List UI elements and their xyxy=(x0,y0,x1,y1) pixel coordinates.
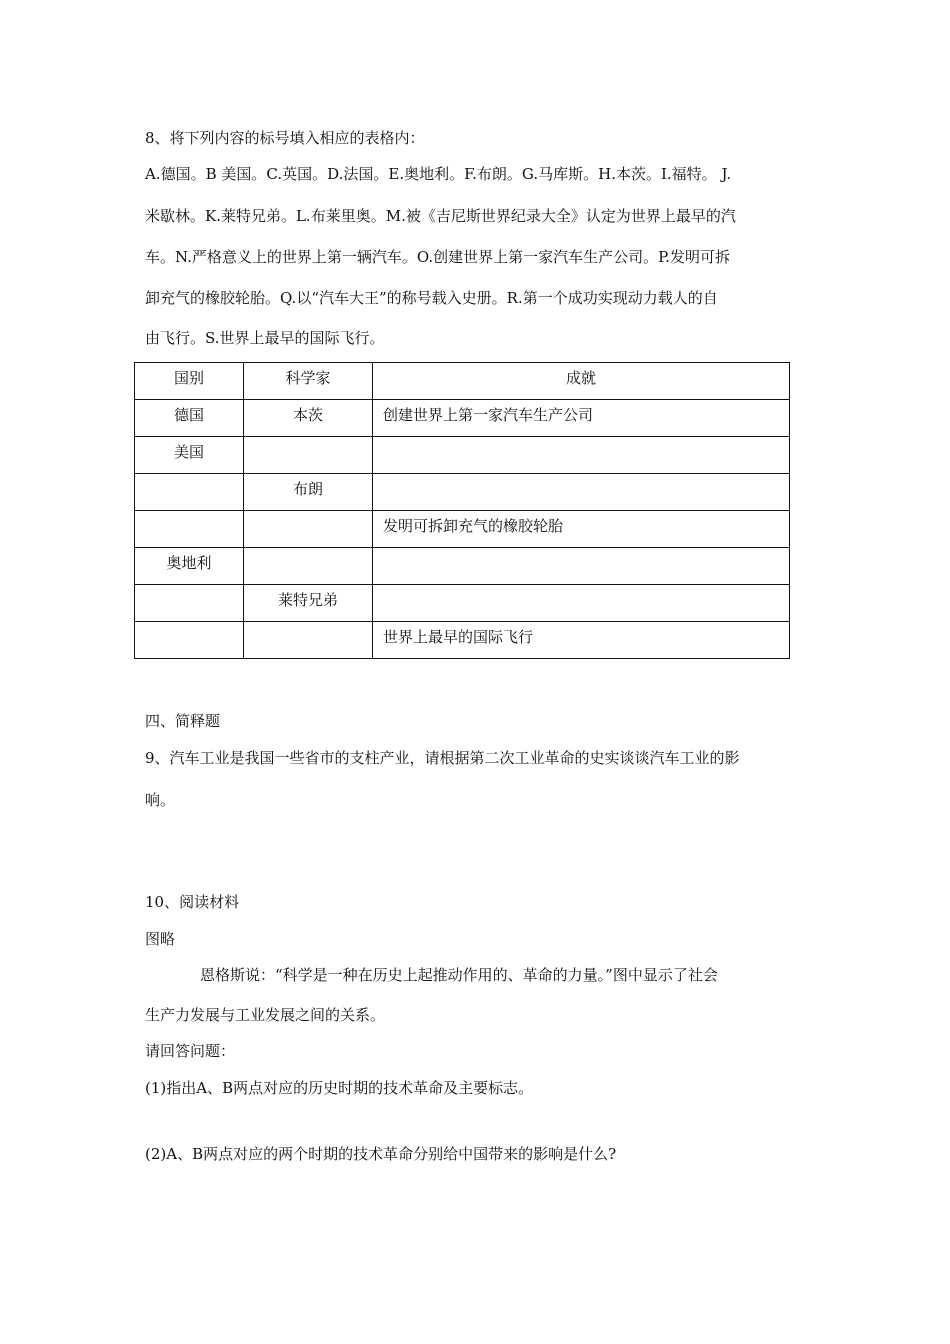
header-achievement: 成就 xyxy=(373,363,790,400)
table-row xyxy=(135,474,790,511)
table-row xyxy=(135,548,790,585)
cell-achievement[interactable] xyxy=(373,474,790,511)
cell-country[interactable]: 奥地利 xyxy=(135,548,244,585)
question-8-options-line-5: 由飞行。S.世界上最早的国际飞行。 xyxy=(145,329,385,347)
table-row xyxy=(135,400,790,437)
question-8-options-line-1: A.德国。B 美国。C.英国。D.法国。E.奥地利。F.布朗。G.马库斯。H.本茨。I.福特。 J. xyxy=(145,165,732,183)
table-row xyxy=(135,622,790,659)
cell-country[interactable] xyxy=(135,585,244,622)
question-10-prompt: 请回答问题： xyxy=(145,1042,236,1060)
engels-quote-line-1: 恩格斯说：“科学是一种在历史上起推动作用的、革命的力量。”图中显示了社会 xyxy=(200,966,718,984)
cell-scientist[interactable]: 莱特兄弟 xyxy=(244,585,373,622)
figure-omitted-note: 图略 xyxy=(145,930,176,948)
question-8-options-line-3: 车。N.严格意义上的世界上第一辆汽车。O.创建世界上第一家汽车生产公司。P.发明可拆 xyxy=(145,248,730,266)
cell-country[interactable] xyxy=(135,622,244,659)
cell-achievement[interactable] xyxy=(373,548,790,585)
table-row xyxy=(135,585,790,622)
cell-country[interactable] xyxy=(135,474,244,511)
cell-achievement[interactable]: 创建世界上第一家汽车生产公司 xyxy=(373,400,790,437)
cell-scientist[interactable] xyxy=(244,511,373,548)
question-8-options-line-2: 米歇林。K.莱特兄弟。L.布莱里奥。M.被《吉尼斯世界纪录大全》认定为世界上最早的汽 xyxy=(145,207,736,225)
engels-quote-line-2: 生产力发展与工业发展之间的关系。 xyxy=(145,1006,386,1024)
question-8-title: 8、将下列内容的标号填入相应的表格内： xyxy=(145,129,425,147)
question-9-line-1: 9、汽车工业是我国一些省市的支柱产业，请根据第二次工业革命的史实谈谈汽车工业的影 xyxy=(145,749,740,767)
header-scientist: 科学家 xyxy=(244,363,373,400)
cell-achievement[interactable] xyxy=(373,437,790,474)
cell-country[interactable] xyxy=(135,511,244,548)
section-4-title: 四、简释题 xyxy=(145,712,221,730)
header-country: 国别 xyxy=(135,363,244,400)
cell-scientist[interactable] xyxy=(244,437,373,474)
cell-country[interactable]: 美国 xyxy=(135,437,244,474)
question-10-sub-2: (2)A、B两点对应的两个时期的技术革命分别给中国带来的影响是什么? xyxy=(145,1145,617,1163)
cell-achievement[interactable] xyxy=(373,585,790,622)
cell-scientist[interactable]: 本茨 xyxy=(244,400,373,437)
cell-achievement[interactable]: 发明可拆卸充气的橡胶轮胎 xyxy=(373,511,790,548)
cell-scientist[interactable] xyxy=(244,548,373,585)
question-9-line-2: 响。 xyxy=(145,791,176,809)
cell-country[interactable]: 德国 xyxy=(135,400,244,437)
cell-achievement[interactable]: 世界上最早的国际飞行 xyxy=(373,622,790,659)
table-row xyxy=(135,511,790,548)
table-header-row xyxy=(135,363,790,400)
question-10-title: 10、阅读材料 xyxy=(145,893,240,911)
table-row xyxy=(135,437,790,474)
cell-scientist[interactable]: 布朗 xyxy=(244,474,373,511)
cell-scientist[interactable] xyxy=(244,622,373,659)
answer-table xyxy=(134,362,790,659)
question-8-options-line-4: 卸充气的橡胶轮胎。Q.以“汽车大王”的称号载入史册。R.第一个成功实现动力载人的自 xyxy=(145,289,718,307)
question-10-sub-1: (1)指出A、B两点对应的历史时期的技术革命及主要标志。 xyxy=(145,1079,534,1097)
